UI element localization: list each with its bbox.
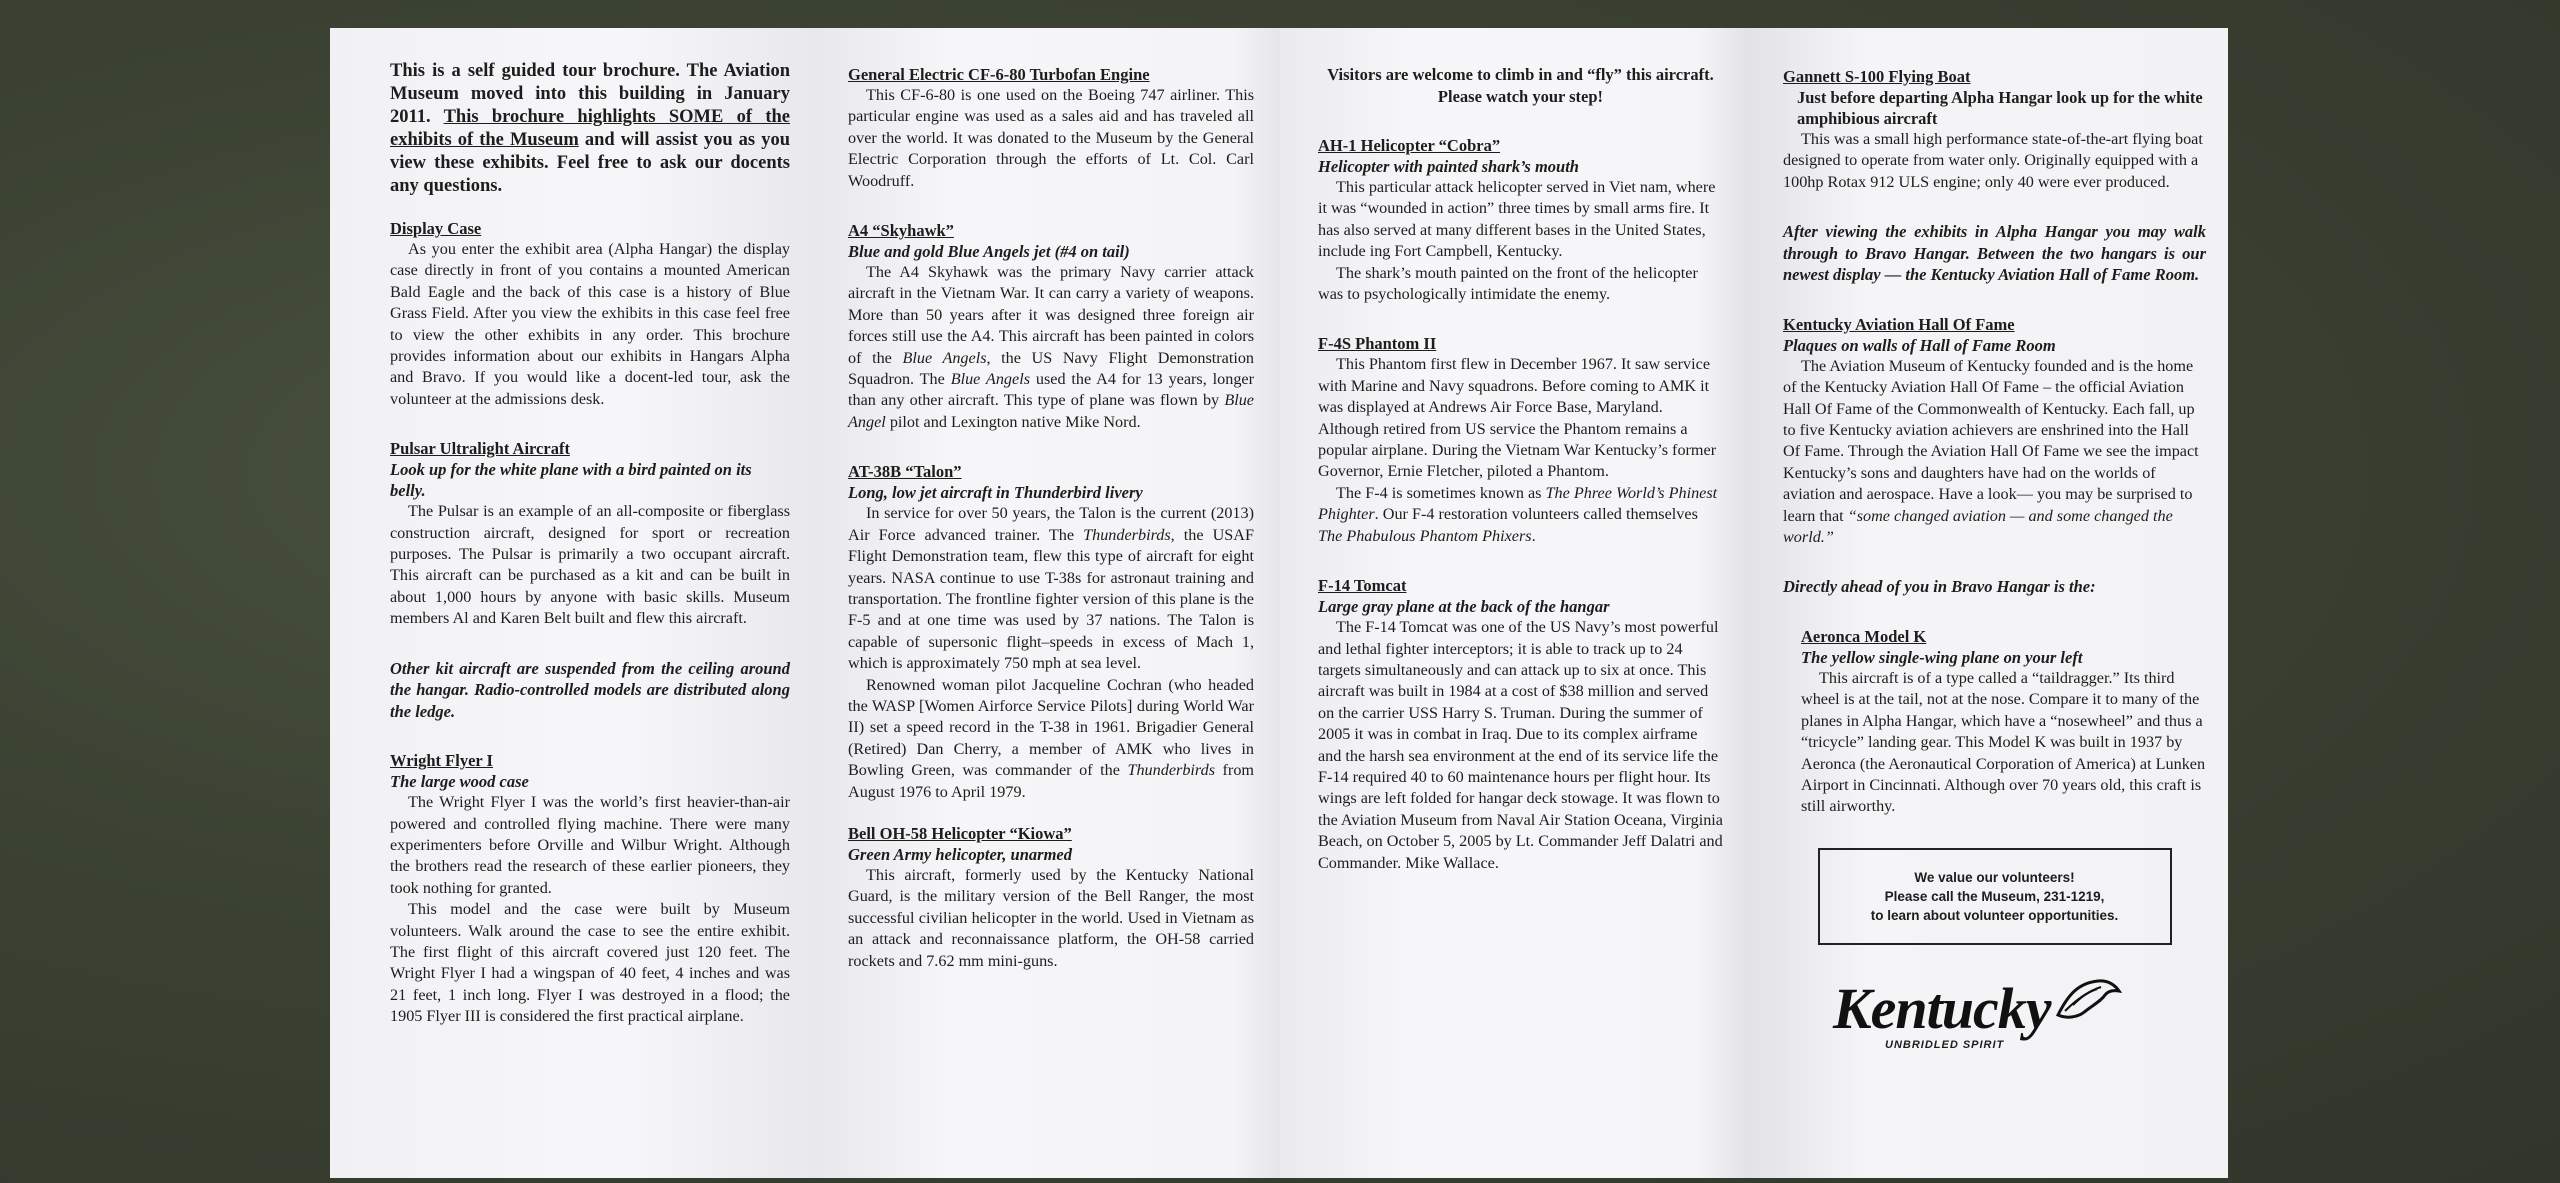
at38-subheading: Long, low jet aircraft in Thunderbird livery bbox=[848, 483, 1143, 503]
a4-body: The A4 Skyhawk was the primary Navy carrier attack aircraft in the Vietnam War. It can carry a variety of weapons. More than 50 years after it was designed three foreign air forces still use the A4. This aircraft has been painted in colors of the Blue Angels, the US Navy Flight Demonstration Squadron. The Blue Angels used the A4 for 13 years, longer than any other aircraft. This type of plane was flown by Blue Angel pilot and Lexington native Mike Nord. bbox=[848, 263, 1255, 431]
a4-subheading: Blue and gold Blue Angels jet (#4 on tail) bbox=[848, 242, 1130, 262]
f14-subheading: Large gray plane at the back of the hangar bbox=[1318, 597, 1610, 617]
volunteer-line-3: to learn about volunteer opportunities. bbox=[1870, 907, 2119, 923]
intro-text bbox=[390, 60, 790, 198]
volunteer-line-1: We value our volunteers! bbox=[1914, 869, 2075, 885]
at38-body-2: Renowned woman pilot Jacqueline Cochran (who headed the WASP [Women Airforce Service Pilots] during World War II) set a speed record in the T-38 in 1961. Brigadier General (Retired) Dan Cherry, a member of AMK who lives in Bowling Green, was commander of the Thunderbirds from August 1976 to April 1979. bbox=[848, 675, 1255, 801]
volunteer-box bbox=[1818, 848, 2172, 945]
pulsar-subheading: Look up for the white plane with a bird painted on its belly. bbox=[390, 460, 752, 501]
panel-2 bbox=[810, 28, 1280, 1178]
ah1-subheading: Helicopter with painted shark’s mouth bbox=[1318, 157, 1579, 176]
oh58-subheading: Green Army helicopter, unarmed bbox=[848, 844, 1072, 864]
visitors-note: Visitors are welcome to climb in and “fly” this aircraft. Please watch your step! bbox=[1327, 65, 1714, 106]
logo-tagline: UNBRIDLED SPIRIT bbox=[1885, 1038, 2005, 1051]
f4s-heading: F-4S Phantom II bbox=[1318, 334, 1437, 354]
display-case-body: As you enter the exhibit area (Alpha Hangar) the display case directly in front of you contains a mounted American Bald Eagle and the back of this case is a history of Blue Grass Field. After you view the exhibits in this case feel free to view the other exhibits in any order. This brochure provides information about our exhibits in Hangars Alpha and Bravo. If you would like a docent-led tour, ask the volunteer at the admissions desk. bbox=[390, 240, 790, 408]
gannett-body: This was a small high performance state-of-the-art flying boat designed to operate from water only. Originally equipped with a 100hp Rotax 912 ULS engine; only 40 were ever produced. bbox=[1783, 130, 2203, 191]
aeronca-section bbox=[1783, 626, 2206, 818]
ah1-body-1: This particular attack helicopter served in Viet nam, where it was “wounded in action” three times by small arms fire. It has also served at many different bases in the United States, include ing Fort Campbell, Kentucky. bbox=[1318, 178, 1716, 261]
intro-part-2: and will assist you as you view these exhibits. Feel free to ask our docents any questions. bbox=[390, 130, 790, 196]
display-case-heading: Display Case bbox=[390, 219, 482, 238]
f14-heading: F-14 Tomcat bbox=[1318, 576, 1407, 596]
ah1-heading: AH-1 Helicopter “Cobra” bbox=[1318, 136, 1501, 155]
intro-underlined: This brochure highlights SOME of the exhibits of the Museum bbox=[390, 107, 790, 150]
brochure-sheet bbox=[330, 28, 2228, 1178]
gannett-subheading: Just before departing Alpha Hangar look up for the white amphibious aircraft bbox=[1797, 88, 2203, 128]
pulsar-heading: Pulsar Ultralight Aircraft bbox=[390, 439, 570, 459]
hall-of-fame-heading: Kentucky Aviation Hall Of Fame bbox=[1783, 314, 2015, 334]
ge-engine-heading: General Electric CF-6-80 Turbofan Engine bbox=[848, 65, 1150, 84]
wright-flyer-subheading: The large wood case bbox=[390, 772, 529, 792]
aeronca-heading: Aeronca Model K bbox=[1801, 626, 1927, 646]
wright-flyer-heading: Wright Flyer I bbox=[390, 751, 493, 771]
hall-of-fame-subheading: Plaques on walls of Hall of Fame Room bbox=[1783, 335, 2056, 355]
aeronca-body: This aircraft is of a type called a “taildragger.” Its third wheel is at the tail, not at the nose. Compare it to many of the planes in Alpha Hangar, which have a “nosewheel” and thus a “tricycle” landing gear. This Model K was built in 1937 by Aeronca (the Aeronautical Corporation of America) at Lunken Airport in Cincinnati. Although over 70 years old, this craft is still airworthy. bbox=[1801, 668, 2206, 816]
gannett-heading: Gannett S-100 Flying Boat bbox=[1783, 67, 1971, 86]
f4s-body-1: This Phantom first flew in December 1967. It saw service with Marine and Navy squadrons. Before coming to AMK it was displayed at Andrews Air Force Base, Maryland. Although retired from US service the Phantom remains a popular airplane. During the Vietnam War Kentucky’s former Governor, Ernie Fletcher, piloted a Phantom. bbox=[1318, 355, 1717, 481]
aeronca-subheading: The yellow single-wing plane on your left bbox=[1801, 647, 2083, 667]
oh58-heading: Bell OH-58 Helicopter “Kiowa” bbox=[848, 823, 1072, 843]
panel-3 bbox=[1280, 28, 1745, 1178]
at38-body-1: In service for over 50 years, the Talon is the current (2013) Air Force advanced trainer. The Thunderbirds, the USAF Flight Demonstration team, flew this type of aircraft for eight years. NASA continue to use T-38s for astronaut training and transportation. The frontline fighter version of this plane is the F-5 and at one time was used by 37 nations. The Talon is capable of supersonic flight–speeds in excess of Mach 1, which is approximately 750 mph at sea level. bbox=[848, 504, 1254, 673]
pulsar-body: The Pulsar is an example of an all-composite or fiberglass construction aircraft, designed for sport or recreation purposes. The Pulsar is primarily a two occupant aircraft. This aircraft can be purchased as a kit and can be built in about 1,000 hours by anyone with basic skills. Museum members Al and Karen Belt built and flew this aircraft. bbox=[390, 502, 790, 628]
wright-flyer-body-1: The Wright Flyer I was the world’s first heavier-than-air powered and controlled flying machine. There were many experimenters before Orville and Wilbur Wright. Although the brothers read the research of these earlier pioneers, they took nothing for granted. bbox=[390, 793, 790, 897]
ah1-body-2: The shark’s mouth painted on the front of the helicopter was to psychologically intimidate the enemy. bbox=[1318, 263, 1698, 304]
a4-heading: A4 “Skyhawk” bbox=[848, 221, 954, 241]
panel-1 bbox=[330, 28, 810, 1178]
f14-body: The F-14 Tomcat was one of the US Navy’s most powerful and lethal fighter interceptors; it is able to track up to 24 targets simultaneously and can attack up to six at once. This aircraft was built in 1984 at a cost of $38 million and served on the carrier USS Harry S. Truman. During the summer of 2005 it was in combat in Iraq. Due to its complex airframe and the harsh sea environment at the end of its service life the F-14 required 40 to 60 maintenance hours per flight hour. Its wings are left folded for hangar deck stowage. It was flown to the Aviation Museum from Naval Air Station Oceana, Virginia Beach, on October 5, 2005 by Lt. Commander Jeff Dalatri and Commander. Mike Wallace. bbox=[1318, 618, 1723, 872]
volunteer-line-2: Please call the Museum, 231-1219, bbox=[1884, 888, 2105, 904]
kit-aircraft-note: Other kit aircraft are suspended from the ceiling around the hangar. Radio-controlled models are distributed along the ledge. bbox=[390, 658, 790, 721]
oh58-body: This aircraft, formerly used by the Kentucky National Guard, is the military version of the Bell Ranger, the most successful civilian helicopter in the world. Used in Vietnam as an attack and reconnaissance platform, the OH-58 carried rockets and 7.62 mm mini-guns. bbox=[848, 865, 1254, 970]
logo-word: Kentucky bbox=[1833, 975, 2051, 1041]
at38-heading: AT-38B “Talon” bbox=[848, 462, 962, 482]
panel-4 bbox=[1745, 28, 2228, 1178]
intro-part-1: This is a self guided tour brochure. The Aviation Museum moved into this building in January 2011. bbox=[390, 61, 790, 127]
wright-flyer-body-2: This model and the case were built by Museum volunteers. Walk around the case to see the entire exhibit. The first flight of this aircraft covered just 120 feet. The Wright Flyer I had a wingspan of 40 feet, 4 inches and was 21 feet, 1 inch long. Flyer I was destroyed in a flood; the 1905 Flyer III is considered the first practical airplane. bbox=[390, 900, 790, 1026]
ge-engine-body: This CF-6-80 is one used on the Boeing 747 airliner. This particular engine was used as a sales aid and has traveled all over the world. It was donated to the Museum by the General Electric Corporation through the efforts of Lt. Col. Carl Woodruff. bbox=[848, 86, 1254, 190]
directly-ahead-note: Directly ahead of you in Bravo Hangar is the: bbox=[1783, 577, 2096, 597]
horse-head-icon bbox=[2053, 975, 2123, 1025]
kentucky-logo bbox=[1833, 975, 2206, 1065]
hall-of-fame-body: The Aviation Museum of Kentucky founded and is the home of the Kentucky Aviation Hall Of Fame – the official Aviation Hall Of Fame of the Commonwealth of Kentucky. Each fall, up to five Kentucky aviation achievers are enshrined into the Hall Of Fame. Through the Aviation Hall Of Fame we see the impact Kentucky’s sons and daughters have had on the worlds of aviation and aerospace. Have a look— you may be surprised to learn that “some changed aviation — and some changed the world.” bbox=[1783, 356, 2199, 546]
bravo-hangar-note: After viewing the exhibits in Alpha Hangar you may walk through to Bravo Hangar. Between the two hangars is our newest display — the Kentucky Aviation Hall of Fame Room. bbox=[1783, 222, 2206, 285]
f4s-body-2: The F-4 is sometimes known as The Phree World’s Phinest Phighter. Our F-4 restoration volunteers called themselves The Phabulous Phantom Phixers. bbox=[1318, 483, 1718, 545]
